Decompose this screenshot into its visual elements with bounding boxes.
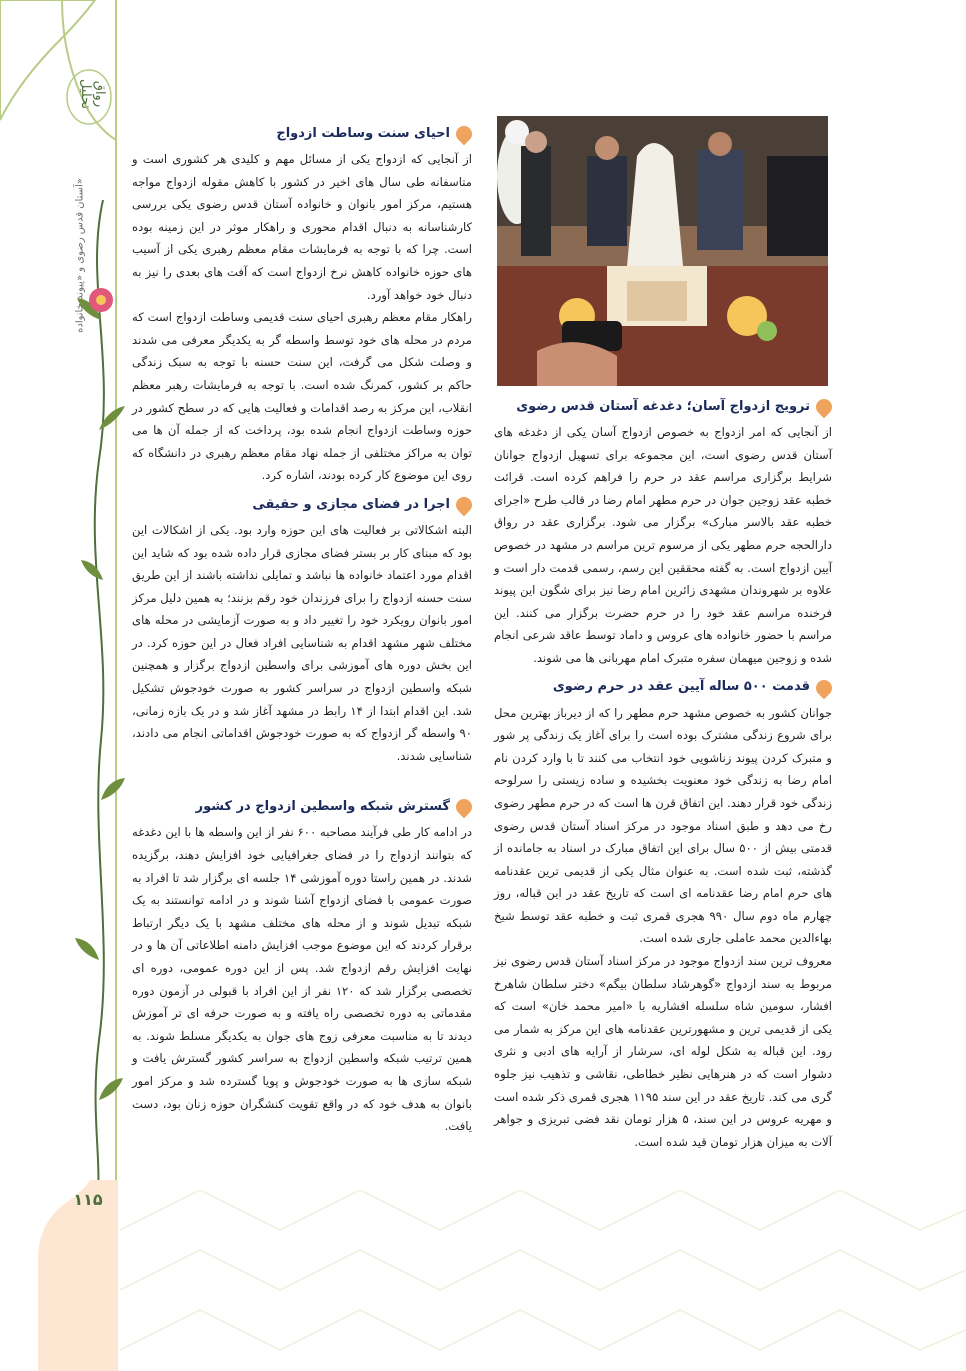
- section-heading: قدمت ۵۰۰ ساله آیین عقد در حرم رضوی: [494, 676, 832, 700]
- paragraph: در ادامه کار طی فرآیند مصاحبه ۶۰۰ نفر از این واسطه ها با این دغدغه که بتوانند ازدواج را در فضای جغرافیایی خود افزایش دهند، برگزیده شدند. در همین راستا دوره آموزشی ۱۴ جلسه ای برگزار شد تا افراد به صورت عمومی با فضای ازدواج آشنا شوند و در ادامه توانستند به یک شبکه تبدیل شوند و از محله های مختلف مشهد با یک دیگر ارتباط برقرار کردند که این موضوع موجب افزایش دامنه اطلاعاتی آن ها و در نهایت افزایش رقم ازدواج شد. پس از این دوره عمومی، دوره ای تخصصی برگزار شد که ۱۲۰ نفر از این افراد با قبولی در آزمون دوره مقدماتی به دوره تخصصی راه یافته و به صورت حرفه ای تر آموزش دیدند تا به مناسبت معرفی زوج های جوان به یکدیگر مسلط شوند. به همین ترتیب شبکه واسطین ازدواج به سراسر کشور گسترش یافت و شبکه سازی ها به صورت خودجوش و پویا گسترده شد و مرکز امور بانوان به هدف خود که در واقع تقویت کنشگران حوزه زنان بود، دست یافت.: [132, 825, 472, 1134]
- vine-decoration-icon: [55, 200, 135, 1210]
- wedding-ceremony-photo: [497, 116, 828, 386]
- paragraph: معروف ترین سند ازدواج موجود در مرکز اسناد آستان قدس رضوی نیز مربوط به سند ازدواج «گوهرشاد سلطان بیگم» دختر سلطان شاهرخ افشار، سومین شاه سلسله افشاریه با «امیر محمد خان» است که یکی از قدیمی ترین و مشهورترین عقدنامه های این مرکز به شمار می رود. این قباله به شکل لوله ای، سرشار از آرایه های ادبی و نثری دشوار است که در هنرهایی نظیر خطاطی، نقاشی و تذهیب نیز جلوه گری می کند. تاریخ عقد در این سند ۱۱۹۵ هجری قمری ذکر شده است و مهریه عروس در این سند، ۵ هزار تومان نقد فضی تبریزی و جواهر آلات به میزان هزار تومان قید شده است.: [494, 954, 832, 1149]
- paragraph: راهکار مقام معظم رهبری احیای سنت قدیمی وساطت ازدواج است که مردم در محله های خود توسط واسطه گر به یکدیگر معرفی می شدند و وصلت شکل می گرفت، این سنت حسنه با توجه به سبک زندگی حاکم بر کشور، کمرنگ شده است. با توجه به فرمایشات رهبر معظم انقلاب، این مرکز به رصد اقدامات و فعالیت هایی که در سطح کشور در حوزه وساطت ازدواج انجام شده بود، پرداخت که از جمله آن ها می توان به مراکز مختلفی از جمله نهاد مقام معظم رهبری در دانشگاه که روی این موضوع کار کرده بودند، اشاره کرد.: [132, 310, 472, 483]
- paragraph: البته اشکالاتی بر فعالیت های این حوزه وارد بود. یکی از اشکالات این بود که مبنای کار بر بستر فضای مجازی قرار داده شده بود که شاید این اقدام مورد اعتماد خانواده ها نباشد و تمایلی نداشته باشند از این طریق سنت حسنه ازدواج را برای فرزندان خود رقم بزنند؛ به همین دلیل مرکز امور بانوان رویکرد خود را تغییر داد و به صورت آزمایشی در محله های مختلف شهر مشهد اقدام به شناسایی افراد فعال در این حوزه کرد. در این بخش دوره های آموزشی برای واسطین ازدواج برگزار و همچنین شبکه واسطین ازدواج در سراسر کشور به صورت خودجوش تشکیل شد. این اقدام ابتدا از ۱۴ رابط در مشهد آغاز شد و در یک بازه زمانی، ۹۰ واسطه گر ازدواج که به صورت خودجوش اقداماتی انجام می دادند، شناسایی شدند.: [132, 522, 472, 763]
- bullet-icon: [453, 123, 476, 146]
- section-heading: احیای سنت وساطت ازدواج: [132, 122, 472, 146]
- bullet-icon: [813, 676, 836, 699]
- right-column: [494, 395, 832, 1153]
- paragraph: جوانان کشور به خصوص مشهد حرم مطهر را که از دیرباز بهترین محل برای شروع زندگی مشترک بوده است را برای آغاز یک زندگی پر شور و متبرک کردن پیوند زناشویی خود انتخاب می کنند تا با وارد کردن نام امام رضا به زندگی خود معنویت بخشیده و ساده زیستی را سرلوحه زندگی خود قرار دهند. این اتفاق قرن ها است که در حرم مطهر رضوی رخ می دهد و طبق اسناد موجود در مرکز اسناد آستان قدس رضوی قدمتی بیش از ۵۰۰ سال برای این اتفاق مبارک در اسناد به جامانده از گذشته، ثبت شده است. به عنوان مثال یکی از قدیمی ترین عقدنامه های حرم امام رضا عقدنامه ای است که تاریخ عقد در این قباله، روز چهارم ماه دوم سال ۹۹۰ هجری قمری ثبت و خطبه عقد توسط شیخ بهاءالدین محمد عاملی جاری شده است.: [494, 705, 832, 946]
- section-heading: اجرا در فضای مجازی و حقیقی: [132, 493, 472, 517]
- bullet-icon: [453, 796, 476, 819]
- section-heading: گسترش شبکه واسطین ازدواج در کشور: [132, 795, 472, 819]
- section-heading: ترویج ازدواج آسان؛ دغدغه آستان قدس رضوی: [494, 395, 832, 419]
- bottom-pattern-decoration: [120, 1190, 966, 1371]
- paragraph: از آنجایی که ازدواج یکی از مسائل مهم و کلیدی هر کشوری است و متاسفانه طی سال های اخیر در کشور با کاهش مقوله ازدواج مواجه هستیم، مرکز امور بانوان و خانواده آستان قدس رضوی یکی بررسی کارشناسانه به دنبال اقدام محوری و راهکار موثر در این زمینه بوده است. چرا که با توجه به فرمایشات مقام معظم رهبری یکی از آسیب های حوزه خانواده کاهش نرخ ازدواج است که آفت های بعدی را نیز به دنبال خود خواهد آورد.: [132, 152, 472, 302]
- page-number: ۱۱۵: [73, 1190, 103, 1209]
- bullet-icon: [453, 494, 476, 517]
- page-sidebar: [0, 0, 118, 1371]
- left-column: [132, 122, 472, 1138]
- logo-text: رواق تحلیل: [78, 78, 107, 110]
- side-caption: آستان قدس رضوی و «پیوند خانواده»: [74, 178, 86, 333]
- paragraph: از آنجایی که امر ازدواج به خصوص ازدواج آسان یکی از دغدغه های آستان قدس رضوی است، این مجموعه برای تسهیل ازدواج جوانان شرایط برگزاری مراسم عقد در حرم را فراهم کرده است. قرائت خطبه عقد زوجین جوان در حرم مطهر امام رضا در قالب طرح «اجرای خطبه عقد بالاسر مبارک» برگزار می شود. برگزاری عقد در رواق دارالحجه حرم مطهر یکی از مرسوم ترین مراسم در مشهد در خصوص آیین ازدواج است. به گفته محققین این رسم، رسمی قدمت دار است و علاوه بر شهروندان مشهدی زائرین امام رضا نیز برای شگون این پیوند فرخنده مراسم عقد خود را در حرم حضرت برگزار می کنند. این مراسم با حضور خانواده های عروس و داماد توسط عاقد شرعی انجام شده و زوجین میهمان سفره متبرک امام مهربانی ها می شوند.: [494, 425, 832, 665]
- bullet-icon: [813, 396, 836, 419]
